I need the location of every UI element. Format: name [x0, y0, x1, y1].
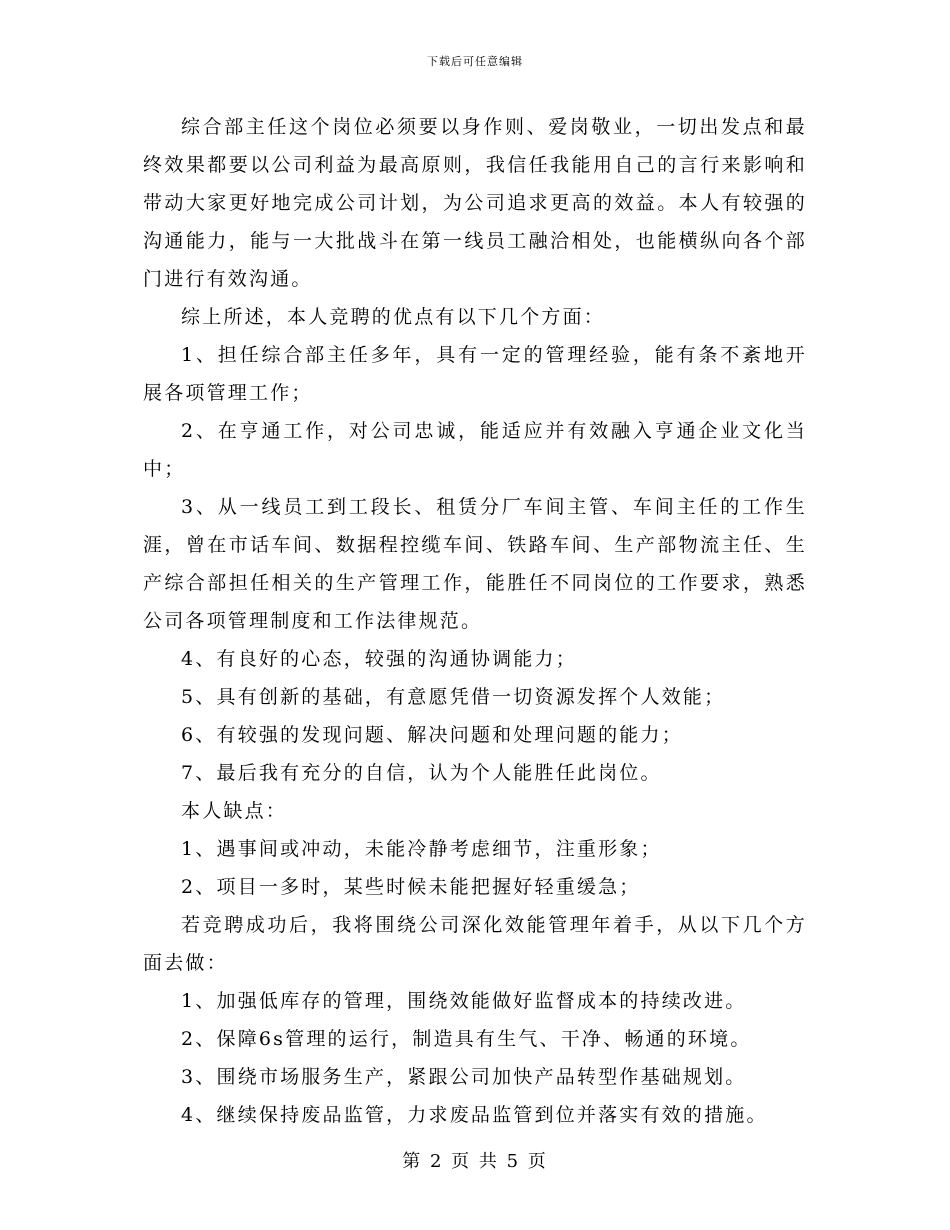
page-number: 第 2 页 共 5 页	[402, 1151, 548, 1172]
paragraph-weaknesses-heading: 本人缺点：	[181, 800, 288, 822]
list-item-plan-4: 4、继续保持废品监管，力求废品监管到位并落实有效的措施。	[181, 1104, 768, 1126]
list-item-strength-4: 4、有良好的心态，较强的沟通协调能力；	[181, 648, 577, 670]
list-item-strength-1: 1、担任综合部主任多年，具有一定的管理经验，能有条不紊地开展各项管理工作；	[143, 344, 807, 404]
page-header-note: 下载后可任意编辑	[427, 55, 523, 68]
list-item-weakness-1: 1、遇事间或冲动，未能冷静考虑细节，注重形象；	[181, 838, 662, 860]
list-item-plan-1: 1、加强低库存的管理，围绕效能做好监督成本的持续改进。	[181, 990, 747, 1012]
list-item-strength-7: 7、最后我有充分的自信，认为个人能胜任此岗位。	[181, 762, 662, 784]
list-item-strength-3: 3、从一线员工到工段长、租赁分厂车间主管、车间主任的工作生涯，曾在市话车间、数据程控缆车间、铁路车间、生产部物流主任、生产综合部担任相关的生产管理工作，能胜任不同岗位的工作要求，熟悉公司各项管理制度和工作法律规范。	[143, 496, 807, 632]
paragraph-strengths-intro: 综上所述，本人竞聘的优点有以下几个方面：	[181, 306, 606, 328]
list-item-plan-3: 3、围绕市场服务生产，紧跟公司加快产品转型作基础规划。	[181, 1066, 747, 1088]
paragraph-plan-intro: 若竞聘成功后，我将围绕公司深化效能管理年着手，从以下几个方面去做：	[143, 914, 807, 974]
paragraph-position-statement: 综合部主任这个岗位必须要以身作则、爱岗敬业，一切出发点和最终效果都要以公司利益为最高原则，我信任我能用自己的言行来影响和带动大家更好地完成公司计划，为公司追求更高的效益。本人有较强的沟通能力，能与一大批战斗在第一线员工融洽相处，也能横纵向各个部门进行有效沟通。	[143, 116, 807, 290]
list-item-strength-5: 5、具有创新的基础，有意愿凭借一切资源发挥个人效能；	[181, 686, 726, 708]
list-item-plan-2: 2、保障6s管理的运行，制造具有生气、干净、畅通的环境。	[181, 1028, 752, 1050]
list-item-strength-6: 6、有较强的发现问题、解决问题和处理问题的能力；	[181, 724, 683, 746]
list-item-weakness-2: 2、项目一多时，某些时候未能把握好轻重缓急；	[181, 876, 641, 898]
document-body	[143, 108, 807, 1134]
list-item-strength-2: 2、在亨通工作，对公司忠诚，能适应并有效融入亨通企业文化当中；	[143, 420, 807, 480]
